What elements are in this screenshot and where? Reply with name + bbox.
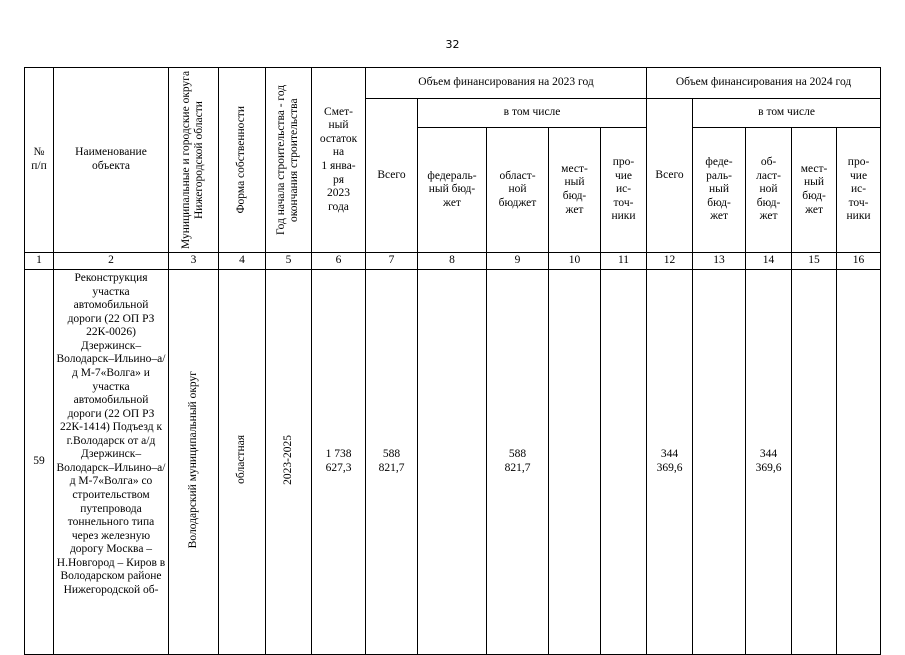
balance-cell: 1 738 627,3 xyxy=(312,270,366,655)
header-federal-2024: феде- раль- ный бюд- жет xyxy=(693,128,746,253)
regional-2023-cell: 588 821,7 xyxy=(487,270,549,655)
column-number: 3 xyxy=(169,253,219,270)
local-2023-cell xyxy=(549,270,601,655)
header-regional-2024: об- ласт- ной бюд- жет xyxy=(746,128,792,253)
other-2023-cell xyxy=(601,270,647,655)
header-col-municipality xyxy=(169,68,219,253)
header-regional-2023: област- ной бюджет xyxy=(487,128,549,253)
local-2024-cell xyxy=(792,270,837,655)
header-col-no: № п/п xyxy=(25,68,54,253)
financing-table xyxy=(24,67,881,655)
other-2024-cell xyxy=(837,270,881,655)
header-col-municipality-text: Муниципальные и городские округа Нижегородской области xyxy=(180,70,206,250)
column-number: 1 xyxy=(25,253,54,270)
header-group-2024: Объем финансирования на 2024 год xyxy=(647,68,881,99)
header-other-2024: про- чие ис- точ- ники xyxy=(837,128,881,253)
header-local-2024: мест- ный бюд- жет xyxy=(792,128,837,253)
header-col-years-text: Год начала строительства - год окончания строительства xyxy=(275,84,301,236)
ownership-cell xyxy=(219,270,266,655)
column-number: 16 xyxy=(837,253,881,270)
column-number: 13 xyxy=(693,253,746,270)
header-including-2024: в том числе xyxy=(693,99,881,128)
column-number: 2 xyxy=(54,253,169,270)
column-number: 8 xyxy=(418,253,487,270)
municipality-cell xyxy=(169,270,219,655)
header-row-1 xyxy=(25,68,881,99)
federal-2023-cell xyxy=(418,270,487,655)
header-total-2024: Всего xyxy=(647,99,693,253)
row-number: 59 xyxy=(25,270,54,655)
table-row xyxy=(25,270,881,655)
total-2024-cell: 344 369,6 xyxy=(647,270,693,655)
column-number: 4 xyxy=(219,253,266,270)
header-local-2023: мест- ный бюд- жет xyxy=(549,128,601,253)
column-number: 6 xyxy=(312,253,366,270)
column-number: 9 xyxy=(487,253,549,270)
column-number: 11 xyxy=(601,253,647,270)
column-number: 5 xyxy=(266,253,312,270)
column-number-row xyxy=(25,253,881,270)
header-total-2023: Всего xyxy=(366,99,418,253)
column-number: 10 xyxy=(549,253,601,270)
header-col-years xyxy=(266,68,312,253)
years-cell xyxy=(266,270,312,655)
header-col-name: Наименование объекта xyxy=(54,68,169,253)
header-including-2023: в том числе xyxy=(418,99,647,128)
header-federal-2023: федераль- ный бюд- жет xyxy=(418,128,487,253)
header-col-balance: Смет- ный остаток на 1 янва- ря 2023 года xyxy=(312,68,366,253)
ownership-text: областная xyxy=(235,435,248,485)
regional-2024-cell: 344 369,6 xyxy=(746,270,792,655)
years-text: 2023-2025 xyxy=(281,434,294,485)
header-group-2023: Объем финансирования на 2023 год xyxy=(366,68,647,99)
column-number: 15 xyxy=(792,253,837,270)
header-col-ownership xyxy=(219,68,266,253)
object-name: Реконструкция участка автомобильной дороги (22 ОП РЗ 22К-0026) Дзержинск–Володарск–Ильино–а/д М-7«Волга» и участка автомобильной дороги (22 ОП РЗ 22К-1414) Подъезд к г.Володарск от а/д Дзержинск–Володарск–Ильино–а/д М-7«Волга» со строительством путепровода тоннельного типа через железную дорогу Москва – Н.Новгород – Киров в Володарском районе Нижегородской об- xyxy=(54,270,169,655)
column-number: 14 xyxy=(746,253,792,270)
header-col-ownership-text: Форма собственности xyxy=(235,106,248,214)
header-other-2023: про- чие ис- точ- ники xyxy=(601,128,647,253)
column-number: 12 xyxy=(647,253,693,270)
total-2023-cell: 588 821,7 xyxy=(366,270,418,655)
federal-2024-cell xyxy=(693,270,746,655)
column-number: 7 xyxy=(366,253,418,270)
page-number: 32 xyxy=(445,38,460,51)
municipality-text: Володарский муниципальный округ xyxy=(186,371,199,549)
